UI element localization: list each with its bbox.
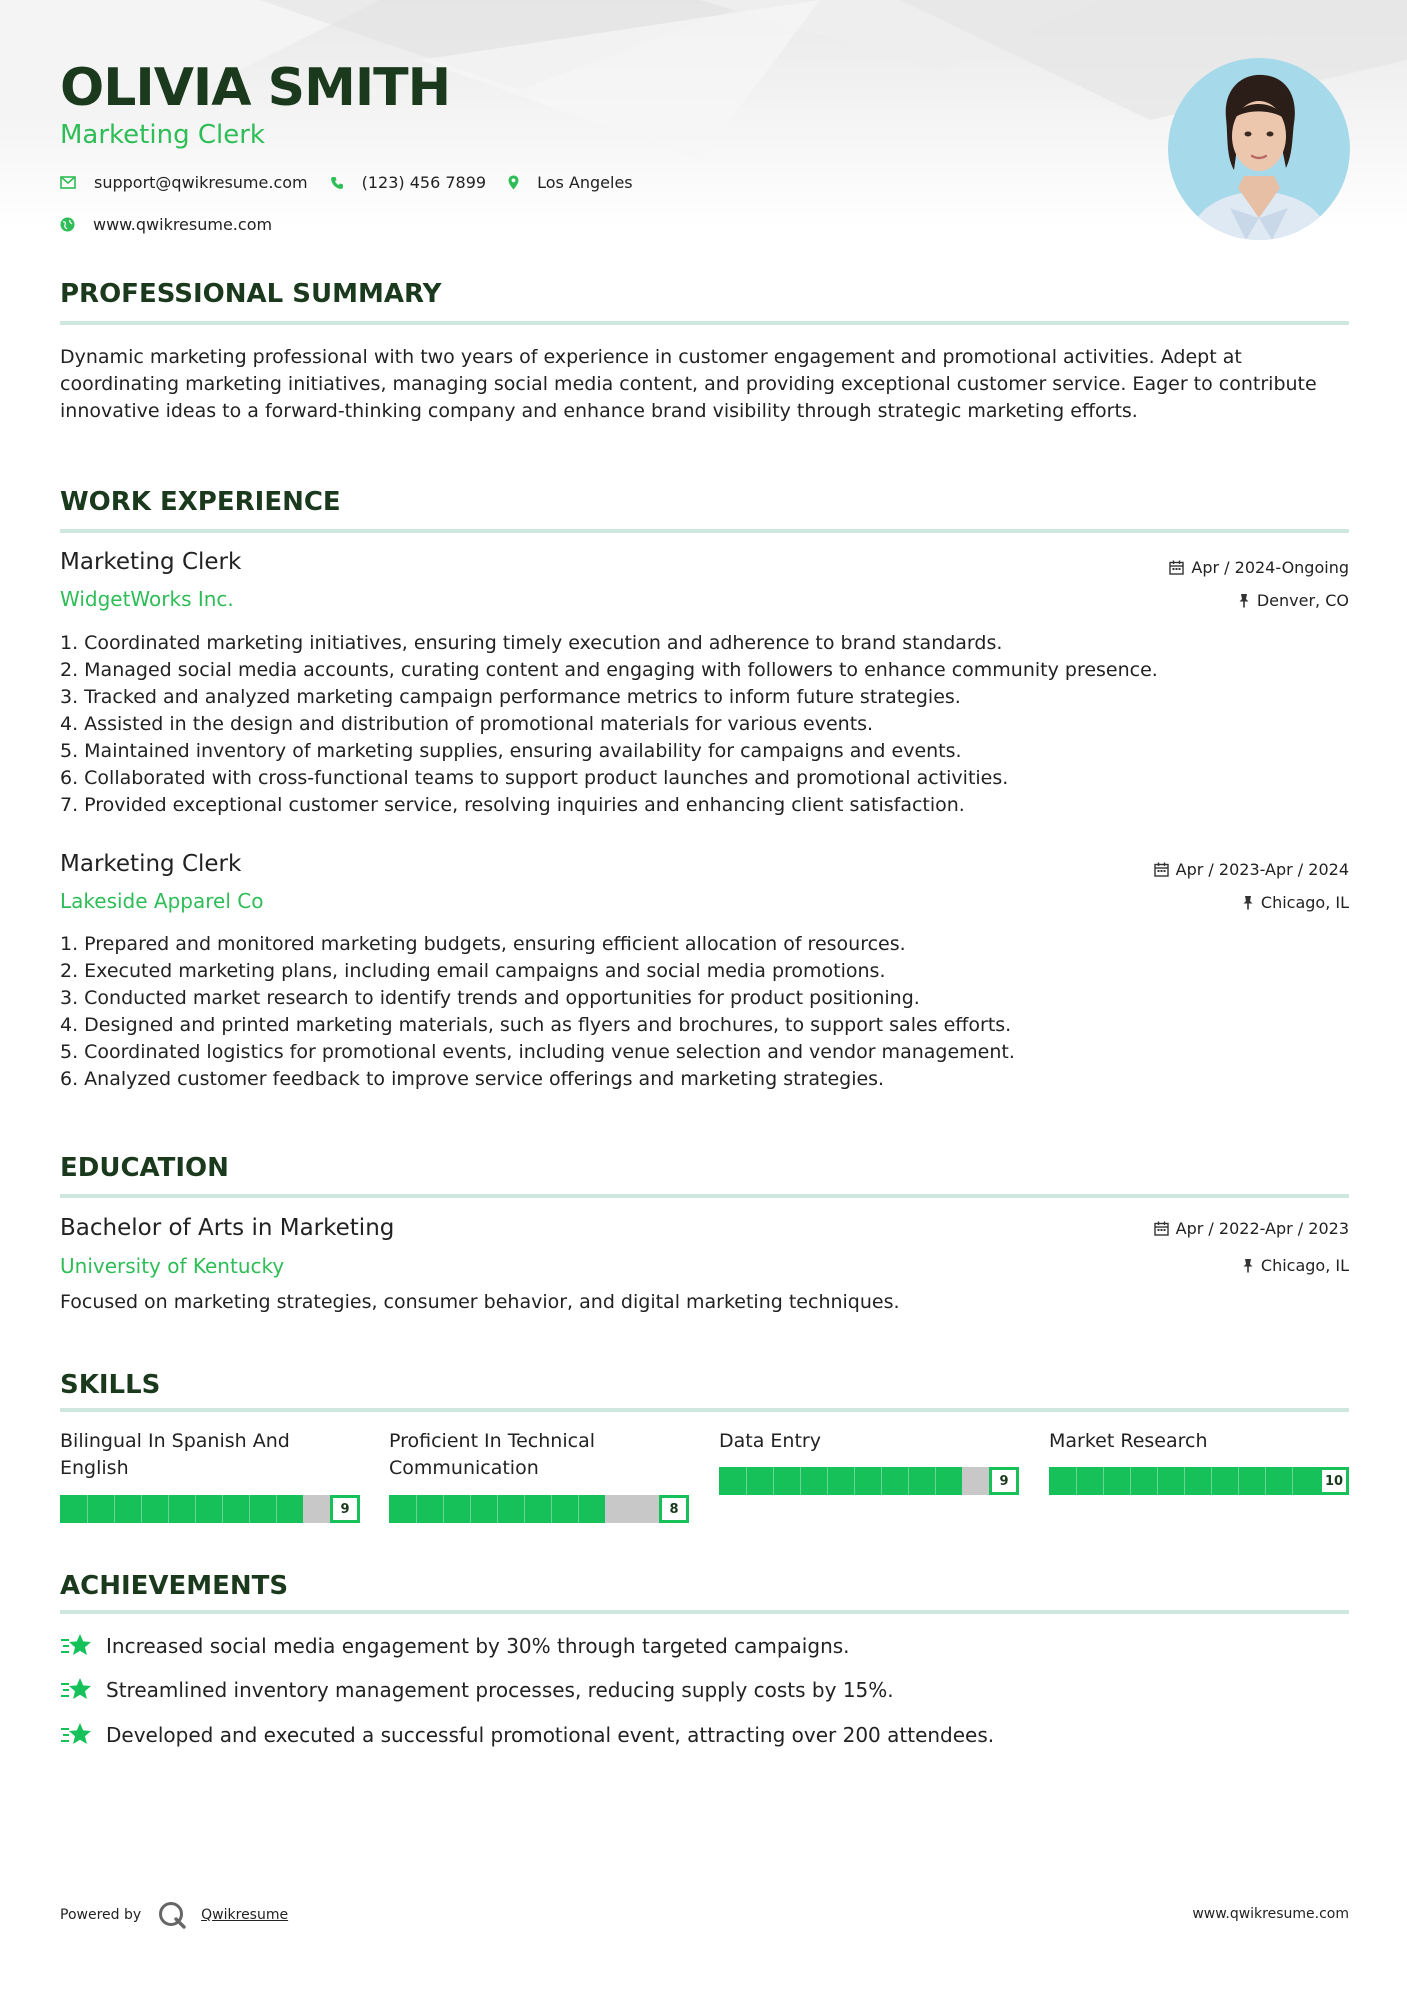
skill-bar-segment <box>1103 1467 1104 1495</box>
pin-icon <box>1242 895 1254 910</box>
website-text: www.qwikresume.com <box>93 215 273 234</box>
skill-name: Proficient In Technical Communication <box>389 1430 595 1479</box>
location-text: Los Angeles <box>537 173 633 192</box>
education-dates-text: Apr / 2022-Apr / 2023 <box>1175 1219 1349 1238</box>
job-dates-text: Apr / 2023-Apr / 2024 <box>1175 860 1349 879</box>
candidate-title: Marketing Clerk <box>60 120 265 150</box>
job-location <box>1242 893 1349 912</box>
list-item: 3. Conducted market research to identify trends and opportunities for product positioning. <box>60 987 920 1009</box>
job-dates-text: Apr / 2024-Ongoing <box>1191 558 1349 577</box>
qwikresume-logo-icon <box>157 1900 187 1930</box>
skill-level-bar <box>389 1495 689 1523</box>
skill-level-bar <box>1049 1467 1349 1495</box>
skill-bar-segment <box>1157 1467 1158 1495</box>
company-name: Lakeside Apparel Co <box>60 889 264 913</box>
school-name: University of Kentucky <box>60 1254 285 1278</box>
experience-heading: WORK EXPERIENCE <box>60 487 341 517</box>
skill-bar-segment <box>276 1495 277 1523</box>
skill-bar-segment <box>168 1495 169 1523</box>
job-bullets <box>60 630 1349 819</box>
skill-bar-segment <box>249 1495 250 1523</box>
education-dates <box>1154 1219 1349 1238</box>
achievement-text: Developed and executed a successful promotional event, attracting over 200 attendees. <box>106 1723 995 1747</box>
pin-icon <box>1242 1258 1254 1273</box>
skill-bar-segment <box>1076 1467 1077 1495</box>
list-item: 6. Collaborated with cross-functional teams to support product launches and promotional activities. <box>60 767 1009 789</box>
job-location-text: Chicago, IL <box>1260 893 1349 912</box>
skill-level-badge: 9 <box>330 1495 360 1523</box>
skill-bar-segment <box>497 1495 498 1523</box>
pin-icon <box>1238 593 1250 608</box>
achievements-heading: ACHIEVEMENTS <box>60 1571 289 1601</box>
globe-icon <box>60 217 75 232</box>
skill-bar-segment <box>746 1467 747 1495</box>
skill-item <box>719 1428 1019 1455</box>
map-pin-icon <box>508 175 519 190</box>
summary-divider <box>60 321 1349 325</box>
phone-text: (123) 456 7899 <box>361 173 487 192</box>
skill-bar-segment <box>827 1467 828 1495</box>
list-item: 1. Prepared and monitored marketing budgets, ensuring efficient allocation of resources. <box>60 933 906 955</box>
list-item: 7. Provided exceptional customer service, resolving inquiries and enhancing client satisfaction. <box>60 794 965 816</box>
skill-bar-segment <box>222 1495 223 1523</box>
star-icon <box>60 1722 92 1748</box>
education-location-text: Chicago, IL <box>1260 1256 1349 1275</box>
skills-heading: SKILLS <box>60 1370 161 1400</box>
skill-bar-segment <box>935 1467 936 1495</box>
achievements-divider <box>60 1610 1349 1614</box>
summary-text: Dynamic marketing professional with two years of experience in customer engagement and promotional activities. Adept at coordinating marketing initiatives, managing social media content, and providing exceptional customer service. Eager to contribute innovative ideas to a forward-thinking company and enhance brand visibility through strategic marketing efforts. <box>60 346 1317 422</box>
contact-row <box>60 173 655 192</box>
job-dates <box>1169 558 1349 577</box>
skill-name: Market Research <box>1049 1430 1208 1452</box>
skill-level-badge: 10 <box>1319 1467 1349 1495</box>
skill-bar-segment <box>773 1467 774 1495</box>
skill-bar-segment <box>854 1467 855 1495</box>
achievement-item <box>60 1677 894 1703</box>
skill-bar-segment <box>416 1495 417 1523</box>
skill-level-badge: 9 <box>989 1467 1019 1495</box>
skill-bar-segment <box>87 1495 88 1523</box>
skill-item <box>60 1428 360 1482</box>
skill-bar-segment <box>1238 1467 1239 1495</box>
achievement-item <box>60 1722 994 1748</box>
email-item[interactable] <box>60 173 308 192</box>
calendar-icon <box>1154 862 1169 877</box>
skill-bar-segment <box>578 1495 579 1523</box>
powered-by-label: Powered by <box>60 1907 142 1923</box>
achievement-text: Streamlined inventory management processes, reducing supply costs by 15%. <box>106 1678 894 1702</box>
skill-bar-segment <box>1292 1467 1293 1495</box>
skill-bar-segment <box>800 1467 801 1495</box>
job-location-text: Denver, CO <box>1256 591 1349 610</box>
skill-bar-segment <box>524 1495 525 1523</box>
list-item: 4. Assisted in the design and distribution of promotional materials for various events. <box>60 713 874 735</box>
skill-bar-segment <box>881 1467 882 1495</box>
list-item: 6. Analyzed customer feedback to improve service offerings and marketing strategies. <box>60 1068 885 1090</box>
education-description: Focused on marketing strategies, consumer behavior, and digital marketing techniques. <box>60 1291 900 1313</box>
degree-title: Bachelor of Arts in Marketing <box>60 1215 395 1241</box>
achievement-item <box>60 1633 850 1659</box>
qwikresume-link[interactable]: Qwikresume <box>201 1907 289 1923</box>
company-name: WidgetWorks Inc. <box>60 587 234 611</box>
list-item: 1. Coordinated marketing initiatives, ensuring timely execution and adherence to brand standards. <box>60 632 1003 654</box>
education-heading: EDUCATION <box>60 1153 229 1183</box>
skill-name: Data Entry <box>719 1430 821 1452</box>
footer-powered-by <box>60 1900 288 1930</box>
job-bullets <box>60 931 1349 1093</box>
list-item: 5. Maintained inventory of marketing supplies, ensuring availability for campaigns and events. <box>60 740 962 762</box>
skill-bar-segment <box>908 1467 909 1495</box>
location-item <box>508 173 633 192</box>
achievement-text: Increased social media engagement by 30% through targeted campaigns. <box>106 1634 850 1658</box>
profile-photo <box>1168 58 1350 240</box>
footer-website[interactable]: www.qwikresume.com <box>1192 1906 1349 1922</box>
skill-bar-segment <box>443 1495 444 1523</box>
skill-item <box>389 1428 689 1482</box>
skill-bar-segment <box>1211 1467 1212 1495</box>
education-divider <box>60 1194 1349 1198</box>
mail-icon <box>60 176 76 189</box>
experience-divider <box>60 529 1349 533</box>
job-dates <box>1154 860 1349 879</box>
skill-level-badge: 8 <box>659 1495 689 1523</box>
skill-bar-segment <box>470 1495 471 1523</box>
calendar-icon <box>1154 1221 1169 1236</box>
calendar-icon <box>1169 560 1184 575</box>
skill-bar-segment <box>551 1495 552 1523</box>
job-title: Marketing Clerk <box>60 549 242 575</box>
summary-heading: PROFESSIONAL SUMMARY <box>60 279 442 309</box>
skill-item <box>1049 1428 1349 1455</box>
star-icon <box>60 1633 92 1659</box>
list-item: 3. Tracked and analyzed marketing campaign performance metrics to inform future strategies. <box>60 686 961 708</box>
education-location <box>1242 1256 1349 1275</box>
job-title: Marketing Clerk <box>60 851 242 877</box>
list-item: 5. Coordinated logistics for promotional events, including venue selection and vendor management. <box>60 1041 1015 1063</box>
star-icon <box>60 1677 92 1703</box>
email-text: support@qwikresume.com <box>94 173 308 192</box>
candidate-name: OLIVIA SMITH <box>60 58 451 118</box>
website-row <box>60 215 294 234</box>
list-item: 2. Managed social media accounts, curating content and engaging with followers to enhance community presence. <box>60 659 1158 681</box>
skill-level-bar <box>60 1495 360 1523</box>
skill-bar-segment <box>1265 1467 1266 1495</box>
skills-divider <box>60 1408 1349 1412</box>
skill-bar-segment <box>141 1495 142 1523</box>
skill-level-bar <box>719 1467 1019 1495</box>
skill-level-fill <box>60 1495 303 1523</box>
list-item: 4. Designed and printed marketing materials, such as flyers and brochures, to support sales efforts. <box>60 1014 1012 1036</box>
skill-bar-segment <box>114 1495 115 1523</box>
job-location <box>1238 591 1349 610</box>
skill-bar-segment <box>195 1495 196 1523</box>
skill-bar-segment <box>1130 1467 1131 1495</box>
skill-name: Bilingual In Spanish And English <box>60 1430 290 1479</box>
skill-level-fill <box>719 1467 962 1495</box>
website-item[interactable] <box>60 215 272 234</box>
phone-icon <box>330 176 344 190</box>
phone-item[interactable] <box>330 173 486 192</box>
skill-bar-segment <box>1184 1467 1185 1495</box>
list-item: 2. Executed marketing plans, including email campaigns and social media promotions. <box>60 960 886 982</box>
